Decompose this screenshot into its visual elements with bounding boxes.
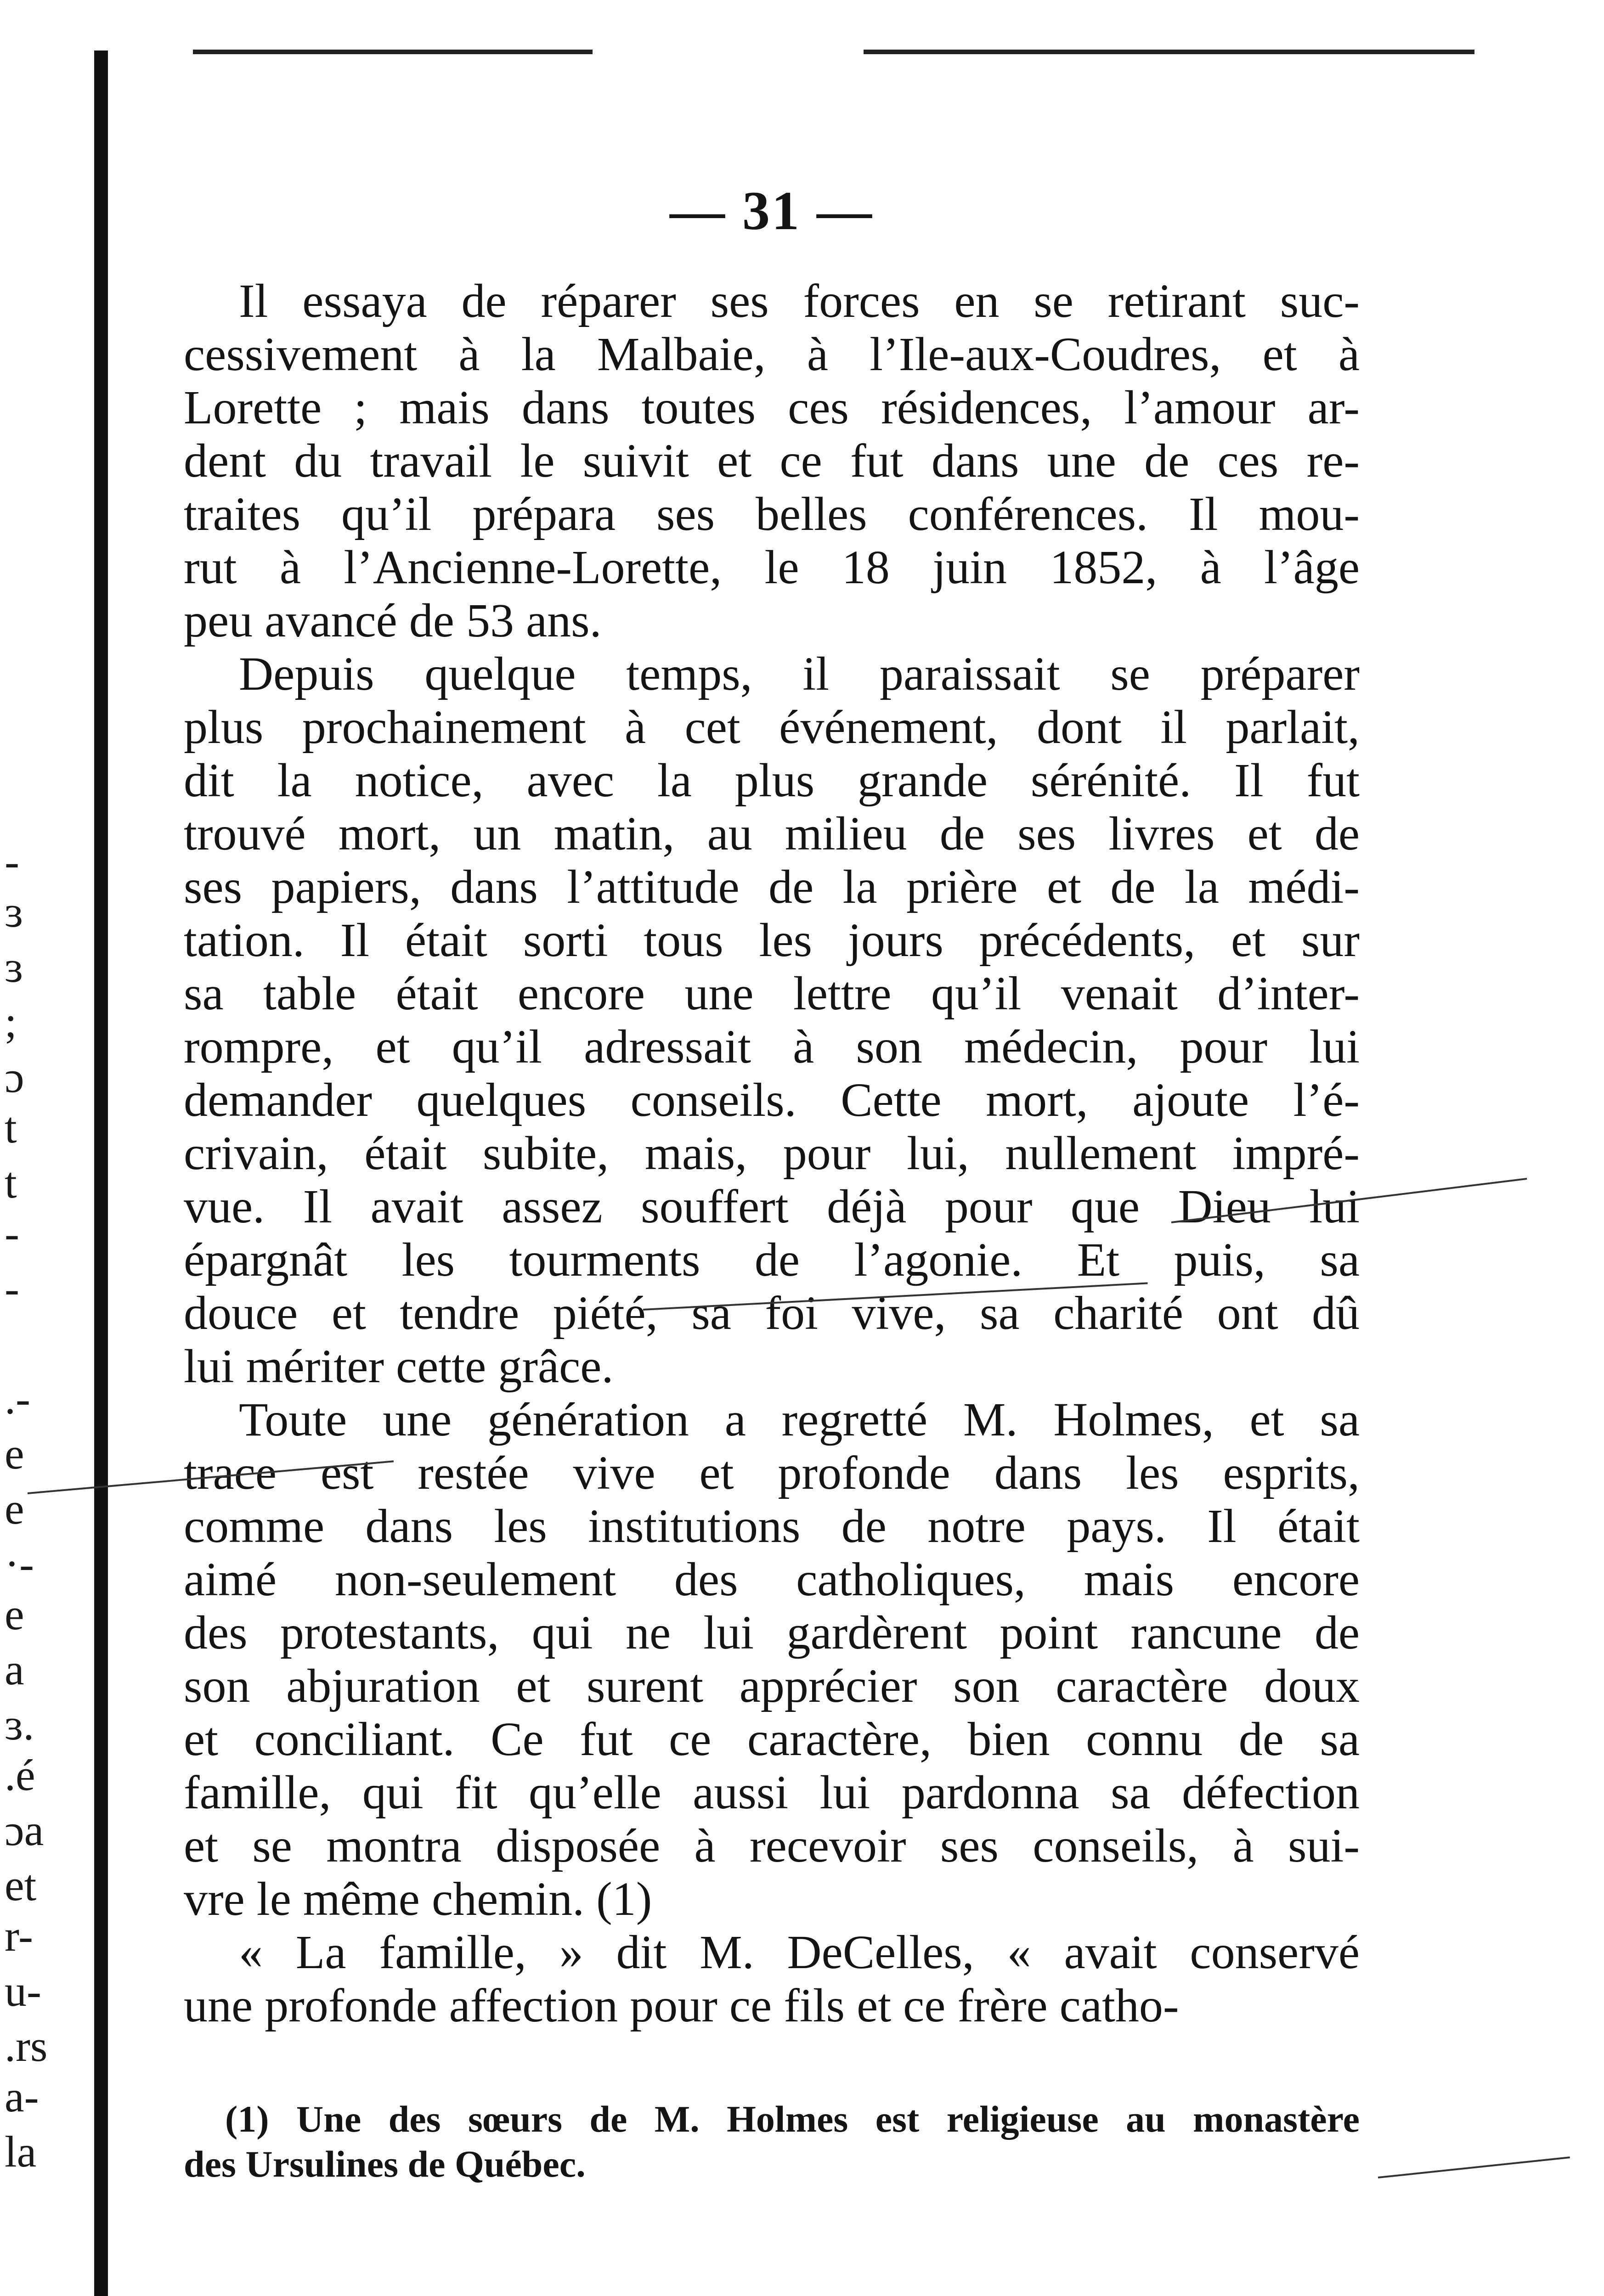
text-line: rut à l’Ancienne-Lorette, le 18 juin 1852, à l’âge bbox=[184, 541, 1360, 594]
text-line: son abjuration et surent apprécier son caractère doux bbox=[184, 1660, 1360, 1712]
gutter-fragment: - bbox=[5, 1264, 19, 1313]
text-line: épargnât les tourments de l’agonie. Et puis, sa bbox=[184, 1233, 1360, 1286]
pencil-stroke bbox=[1378, 2156, 1570, 2178]
gutter-fragment: e bbox=[5, 1484, 24, 1533]
text-line: plus prochainement à cet événement, dont il parlait, bbox=[184, 701, 1360, 754]
gutter-fragment: a- bbox=[5, 2072, 39, 2121]
text-line: dit la notice, avec la plus grande sérénité. Il fut bbox=[184, 754, 1360, 807]
text-line: traites qu’il prépara ses belles conférences. Il mou- bbox=[184, 488, 1360, 540]
gutter-fragment: a bbox=[5, 1645, 24, 1694]
text-line: une profonde affection pour ce fils et ce frère catho- bbox=[184, 1979, 1179, 2032]
footnote-line: des Ursulines de Québec. bbox=[184, 2143, 586, 2185]
text-line: ses papiers, dans l’attitude de la prière et de la médi- bbox=[184, 861, 1360, 913]
text-line: trace est restée vive et profonde dans les esprits, bbox=[184, 1446, 1360, 1499]
text-line: cessivement à la Malbaie, à l’Ile-aux-Coudres, et à bbox=[184, 328, 1360, 381]
text-line: comme dans les institutions de notre pays. Il était bbox=[184, 1500, 1360, 1553]
text-line: « La famille, » dit M. DeCelles, « avait conservé bbox=[239, 1926, 1360, 1979]
text-line: des protestants, qui ne lui gardèrent point rancune de bbox=[184, 1606, 1360, 1659]
text-line: vre le même chemin. (1) bbox=[184, 1873, 652, 1925]
gutter-fragment: - bbox=[5, 1209, 19, 1258]
text-line: tation. Il était sorti tous les jours précédents, et sur bbox=[184, 914, 1360, 967]
top-rule-right bbox=[864, 50, 1474, 54]
text-line: vue. Il avait assez souffert déjà pour que Dieu lui bbox=[184, 1180, 1360, 1233]
text-line: lui mériter cette grâce. bbox=[184, 1340, 614, 1393]
gutter-fragment: t bbox=[5, 1158, 17, 1207]
gutter-fragment: ·- bbox=[5, 1539, 34, 1588]
gutter-fragment: ɔ bbox=[5, 1052, 24, 1102]
text-line: aimé non-seulement des catholiques, mais encore bbox=[184, 1553, 1360, 1606]
gutter-fragment: t bbox=[5, 1103, 17, 1152]
gutter-fragment: u- bbox=[5, 1966, 41, 2015]
text-line: et se montra disposée à recevoir ses conseils, à sui- bbox=[184, 1819, 1360, 1872]
gutter-fragment: .é bbox=[5, 1750, 35, 1800]
binding-edge bbox=[94, 51, 108, 2296]
gutter-fragment: ɔa bbox=[5, 1806, 44, 1855]
text-line: douce et tendre piété, sa foi vive, sa charité ont dû bbox=[184, 1287, 1360, 1339]
text-line: crivain, était subite, mais, pour lui, nullement impré- bbox=[184, 1127, 1360, 1180]
text-line: dent du travail le suivit et ce fut dans une de ces re- bbox=[184, 434, 1360, 487]
text-line: peu avancé de 53 ans. bbox=[184, 594, 602, 647]
main-text-block bbox=[184, 179, 1360, 2187]
footnote-line: (1) Une des sœurs de M. Holmes est religieuse au monastère bbox=[225, 2098, 1360, 2140]
text-line: sa table était encore une lettre qu’il venait d’inter- bbox=[184, 967, 1360, 1020]
top-rule-left bbox=[193, 50, 593, 54]
gutter-fragment: e bbox=[5, 1429, 24, 1478]
gutter-fragment: .- bbox=[5, 1374, 30, 1423]
gutter-fragment: ɜ bbox=[5, 942, 23, 991]
text-line: famille, qui fit qu’elle aussi lui pardonna sa défection bbox=[184, 1766, 1360, 1819]
text-line: demander quelques conseils. Cette mort, ajoute l’é- bbox=[184, 1074, 1360, 1126]
gutter-fragment: .rs bbox=[5, 2021, 48, 2071]
gutter-fragment: et bbox=[5, 1861, 37, 1910]
gutter-fragment: ɜ. bbox=[5, 1700, 34, 1749]
gutter-fragment: r- bbox=[5, 1911, 34, 1960]
facing-page-gutter bbox=[0, 0, 92, 2296]
gutter-fragment: ɜ bbox=[5, 887, 23, 936]
text-line: et conciliant. Ce fut ce caractère, bien connu de sa bbox=[184, 1713, 1360, 1766]
gutter-fragment: e bbox=[5, 1590, 24, 1639]
text-line: Depuis quelque temps, il paraissait se préparer bbox=[239, 647, 1360, 700]
gutter-fragment: la bbox=[5, 2127, 37, 2176]
text-line: Il essaya de réparer ses forces en se retirant suc- bbox=[239, 275, 1360, 327]
body-text bbox=[184, 275, 1360, 2032]
text-line: rompre, et qu’il adressait à son médecin, pour lui bbox=[184, 1020, 1360, 1073]
text-line: trouvé mort, un matin, au milieu de ses livres et de bbox=[184, 807, 1360, 860]
text-line: Lorette ; mais dans toutes ces résidences, l’amour ar- bbox=[184, 381, 1360, 434]
gutter-fragment: ; bbox=[5, 997, 17, 1047]
text-line: Toute une génération a regretté M. Holmes, et sa bbox=[239, 1393, 1360, 1446]
gutter-fragment: - bbox=[5, 837, 19, 886]
page-number: — 31 — bbox=[670, 180, 874, 241]
footnote bbox=[184, 2097, 1360, 2187]
